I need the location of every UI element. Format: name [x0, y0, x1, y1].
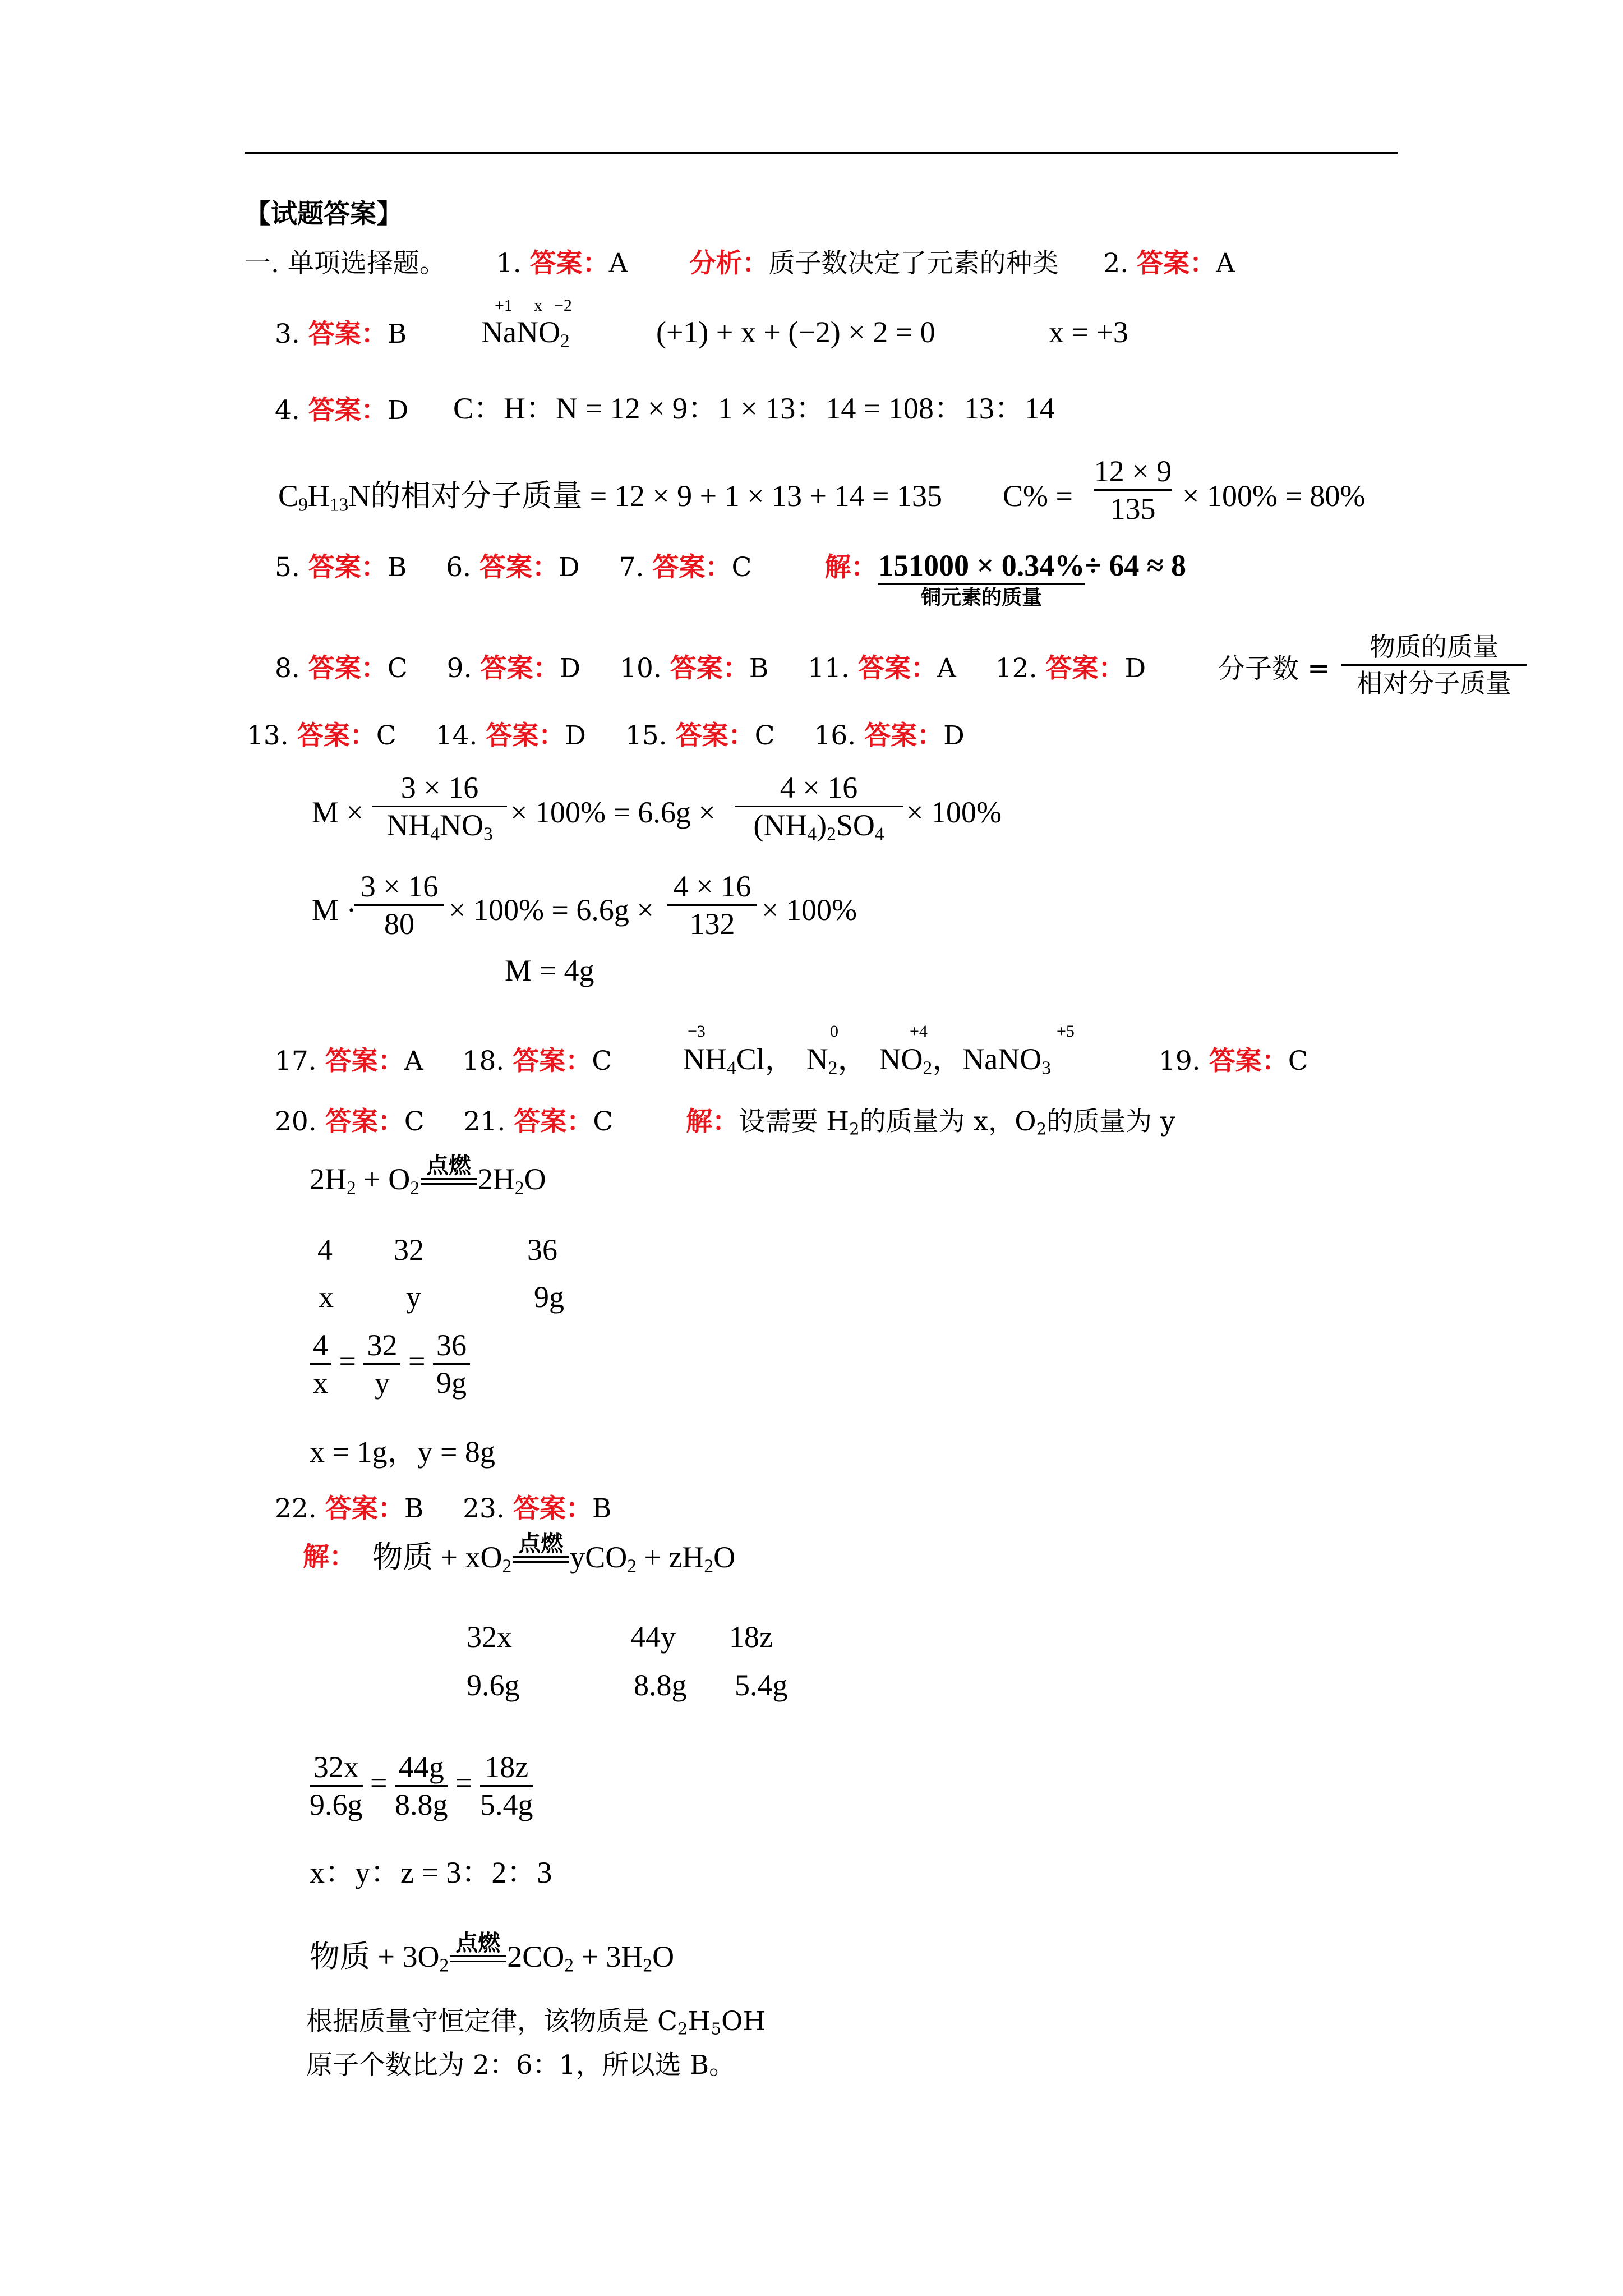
- q12-answer: D: [1124, 653, 1146, 684]
- q23-equation-final: 物质 + $3O_2$ 点燃 $2CO_2 + 3H_2O$: [310, 1930, 675, 1976]
- q23-row2-a: 9.6g: [467, 1668, 520, 1702]
- q12-number: 12.: [995, 653, 1038, 684]
- q10-answer: B: [749, 653, 769, 684]
- q23-ratio: x：y：z = 3：2：3: [310, 1856, 552, 1889]
- q17-number: 17.: [275, 1046, 317, 1076]
- q23-row2-b: 8.8g: [634, 1668, 687, 1702]
- ox-nh4cl: −3: [688, 1022, 706, 1041]
- q23-proportion: $\frac{32x}{9.6g}$ = $\frac{44g}{8.8g}$ = $\frac{18z}{5.4g}$: [310, 1750, 533, 1821]
- answer-label: 答案：: [670, 653, 749, 684]
- q23-row1-b: 44y: [630, 1620, 676, 1654]
- q9-number: 9.: [446, 653, 472, 684]
- q4-answer: D: [387, 395, 409, 426]
- q16-answer: D: [943, 720, 965, 751]
- q18-formulas: $NH_4Cl$， $N_2$， $NO_2$，NaNO$_3$: [683, 1042, 1051, 1079]
- q5-number: 5.: [275, 552, 300, 583]
- q12-frac: 物质的质量 相对分子质量: [1341, 629, 1527, 701]
- q21-result: x = 1g，y = 8g: [310, 1435, 495, 1469]
- q1-answer: A: [608, 248, 628, 279]
- q8-answer: C: [387, 653, 408, 684]
- answer-label: 答案：: [1137, 248, 1216, 279]
- q14-answer: D: [565, 720, 586, 751]
- q7-answer: C: [731, 552, 752, 583]
- q21-row2-c: 9g: [534, 1280, 564, 1314]
- q21-row1-a: 4: [317, 1233, 333, 1267]
- q3-answer: B: [387, 319, 407, 349]
- q22-23-line: [275, 1492, 611, 1526]
- answer-label: 答案：: [479, 552, 559, 583]
- q23-row1-c: 18z: [729, 1620, 773, 1654]
- ox-nano3: +5: [1057, 1022, 1075, 1041]
- q23-conclusion-1: 根据质量守恒定律，该物质是 $C_2H_5OH$: [306, 2006, 766, 2039]
- q1-analysis: 质子数决定了元素的种类: [768, 248, 1059, 279]
- q18-number: 18.: [462, 1046, 505, 1076]
- answer-label: 答案：: [1045, 653, 1125, 684]
- q21-equation: $2H_2 + O_2$ 点燃 $2H_2O$: [310, 1153, 546, 1199]
- q20-number: 20.: [275, 1106, 317, 1137]
- ox-n2: 0: [830, 1022, 838, 1041]
- q16-l1-frac2: 4 × 16 $(NH_4)_2SO_4$: [735, 770, 903, 843]
- answer-label: 答案：: [308, 395, 388, 426]
- q18-answer: C: [592, 1046, 612, 1076]
- ox-no2: +4: [910, 1022, 928, 1041]
- q23-conclusion-2: 原子个数比为 2：6：1，所以选 B。: [306, 2050, 736, 2081]
- answer-label: 答案：: [857, 653, 937, 684]
- q11-number: 11.: [808, 653, 850, 684]
- q8-number: 8.: [275, 653, 300, 684]
- answer-label: 答案：: [513, 1493, 592, 1524]
- q4-line: [275, 394, 408, 427]
- answer-label: 答案：: [480, 653, 560, 684]
- answer-label: 答案：: [308, 319, 388, 349]
- q3-formula: NaNO$_2$: [481, 315, 570, 352]
- q4-number: 4.: [275, 395, 300, 426]
- q4-ratio: C：H：N = 12 × 9：1 × 13：14 = 108：13：14: [453, 392, 1055, 425]
- q17-18-line: [275, 1045, 612, 1078]
- q3-number: 3.: [275, 319, 300, 349]
- q21-row2-b: y: [406, 1280, 421, 1314]
- q3-result: x = +3: [1049, 315, 1128, 349]
- q12-lhs: 分子数 =: [1218, 653, 1330, 684]
- q15-answer: C: [754, 720, 775, 751]
- q16-l2-pre: M ·: [312, 893, 357, 927]
- ox-na: +1: [495, 296, 513, 315]
- q16-result: M = 4g: [505, 954, 594, 987]
- q23-number: 23.: [463, 1493, 505, 1524]
- q16-l1-frac1: 3 × 16 $NH_4NO_3$: [372, 770, 507, 843]
- q23-answer: B: [592, 1493, 612, 1524]
- header-rule: [245, 152, 1398, 154]
- answer-label: 答案：: [486, 720, 565, 751]
- q5-answer: B: [387, 552, 407, 583]
- q5-7-line: [275, 551, 877, 585]
- page-title: 【试题答案】: [245, 199, 403, 229]
- q22-number: 22.: [275, 1493, 317, 1524]
- q4-frac: 12 × 9 135: [1094, 454, 1172, 526]
- answer-label: 答案：: [513, 1046, 592, 1076]
- answer-label: 答案：: [652, 552, 732, 583]
- answer-label: 答案：: [1209, 1046, 1288, 1076]
- q7-expr: 151000 × 0.34% 铜元素的质量 ÷ 64 ≈ 8: [878, 549, 1187, 609]
- answer-label: 答案：: [529, 248, 609, 279]
- q3-line: [275, 318, 407, 351]
- q20-answer: C: [404, 1106, 425, 1137]
- analysis-label: 分析：: [689, 248, 769, 279]
- q21-row1-c: 36: [527, 1233, 557, 1267]
- q13-number: 13.: [247, 720, 289, 751]
- answer-label: 答案：: [297, 720, 376, 751]
- q7-number: 7.: [619, 552, 644, 583]
- q3-equation: (+1) + x + (−2) × 2 = 0: [656, 315, 935, 349]
- q21-row1-b: 32: [394, 1233, 424, 1267]
- q21-answer: C: [593, 1106, 614, 1137]
- q19-line: [1159, 1045, 1308, 1078]
- q15-number: 15.: [625, 720, 667, 751]
- q2-number: 2.: [1103, 248, 1129, 279]
- q4-mass-line: $C_9H_{13}N$的相对分子质量 = 12 × 9 + 1 × 13 + 14 = 135: [278, 479, 942, 516]
- q11-answer: A: [937, 653, 956, 684]
- q16-l1-pre: M ×: [312, 795, 363, 829]
- solution-label: 解：: [824, 552, 878, 583]
- q10-number: 10.: [620, 653, 662, 684]
- answer-label: 答案：: [675, 720, 755, 751]
- q4-cpct: C% =: [1003, 479, 1073, 513]
- q16-l2-frac1: 3 × 16 80: [354, 868, 444, 942]
- answer-label: 答案：: [325, 1106, 404, 1137]
- q16-number: 16.: [814, 720, 856, 751]
- q16-l1-tail: × 100%: [906, 795, 1002, 829]
- q22-answer: B: [404, 1493, 424, 1524]
- q19-number: 19.: [1159, 1046, 1201, 1076]
- ox-n: x: [534, 296, 542, 315]
- answer-label: 答案：: [308, 552, 388, 583]
- answer-label: 答案：: [864, 720, 944, 751]
- answer-label: 答案：: [325, 1046, 404, 1076]
- answer-label: 答案：: [325, 1493, 404, 1524]
- q20-21-line: 20. 答案：C 21. 答案：C 解：设需要 $H_2$的质量为 x，$O_2$的质量为 y: [275, 1106, 1175, 1139]
- q2-answer: A: [1216, 248, 1235, 279]
- answer-line-1: [245, 247, 1235, 280]
- q8-12-line: [275, 652, 1146, 685]
- q21-proportion: $\frac{4}{x}$ = $\frac{32}{y}$ = $\frac{36}{9g}$: [310, 1327, 470, 1401]
- q19-answer: C: [1288, 1046, 1308, 1076]
- q6-number: 6.: [446, 552, 472, 583]
- solution-label: 解：: [686, 1106, 739, 1137]
- q23-equation: 解： 物质 + $xO_2$ 点燃 $yCO_2 + zH_2O$: [303, 1531, 736, 1577]
- q13-16-line: [247, 719, 965, 753]
- ox-o: −2: [554, 296, 572, 315]
- q16-l1-mid: × 100% = 6.6g ×: [510, 795, 716, 829]
- q23-row1-a: 32x: [467, 1620, 512, 1654]
- q17-answer: A: [404, 1046, 423, 1076]
- q9-answer: D: [559, 653, 581, 684]
- q23-row2-c: 5.4g: [735, 1668, 788, 1702]
- q16-l2-frac2: 4 × 16 132: [667, 868, 757, 942]
- q13-answer: C: [376, 720, 396, 751]
- q4-cpct-tail: × 100% = 80%: [1182, 479, 1366, 513]
- section-title: 一. 单项选择题。: [245, 248, 446, 279]
- answer-label: 答案：: [308, 653, 388, 684]
- q6-answer: D: [559, 552, 580, 583]
- q1-number: 1.: [496, 248, 522, 279]
- q16-l2-mid: × 100% = 6.6g ×: [449, 893, 654, 927]
- q14-number: 14.: [435, 720, 478, 751]
- q21-number: 21.: [463, 1106, 506, 1137]
- q16-l2-tail: × 100%: [762, 893, 857, 927]
- q21-row2-a: x: [319, 1280, 334, 1314]
- answer-label: 答案：: [514, 1106, 593, 1137]
